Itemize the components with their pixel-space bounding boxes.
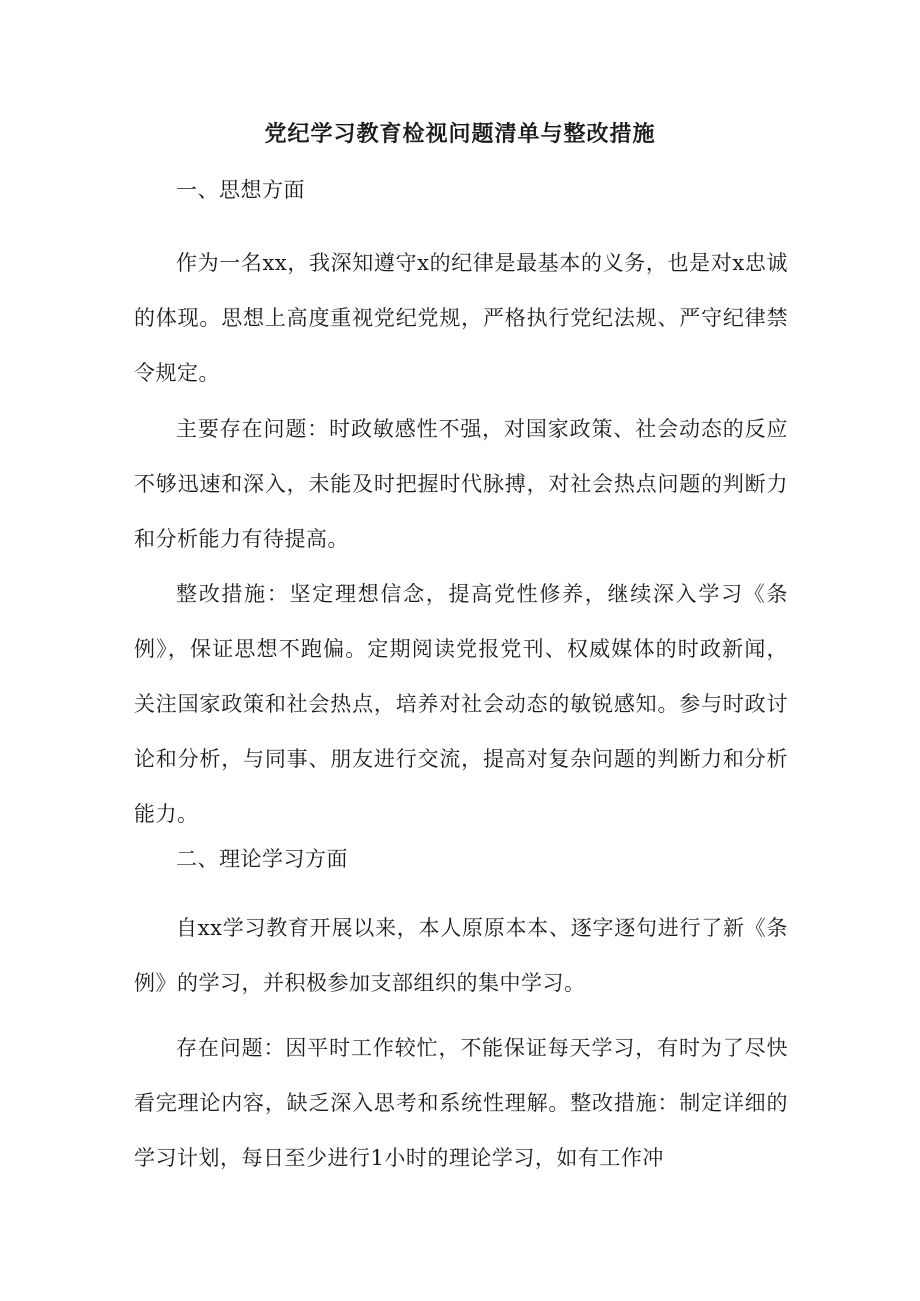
thinking-problem-paragraph: 主要存在问题：时政敏感性不强，对国家政策、社会动态的反应不够迅速和深入，未能及时把握时代脉搏，对社会热点问题的判断力和分析能力有待提高。	[134, 417, 788, 551]
section-heading-theory-study: 二、理论学习方面	[176, 847, 348, 871]
section-heading-thinking: 一、思想方面	[176, 178, 305, 202]
thinking-measures-paragraph: 整改措施：坚定理想信念，提高党性修养，继续深入学习《条例》，保证思想不跑偏。定期阅读党报党刊、权威媒体的时政新闻，关注国家政策和社会热点，培养对社会动态的敏锐感知。参与时政讨论和分析，与同事、朋友进行交流，提高对复杂问题的判断力和分析能力。	[134, 582, 788, 826]
thinking-intro-paragraph: 作为一名xx，我深知遵守x的纪律是最基本的义务，也是对x忠诚的体现。思想上高度重视党纪党规，严格执行党纪法规、严守纪律禁令规定。	[134, 251, 788, 385]
theory-problem-measures-paragraph: 存在问题：因平时工作较忙，不能保证每天学习，有时为了尽快看完理论内容，缺乏深入思考和系统性理解。整改措施：制定详细的学习计划，每日至少进行1小时的理论学习，如有工作冲	[134, 1036, 788, 1170]
theory-intro-paragraph: 自xx学习教育开展以来，本人原原本本、逐字逐句进行了新《条例》的学习，并积极参加支部组织的集中学习。	[134, 916, 788, 995]
document-title: 党纪学习教育检视问题清单与整改措施	[264, 121, 656, 147]
